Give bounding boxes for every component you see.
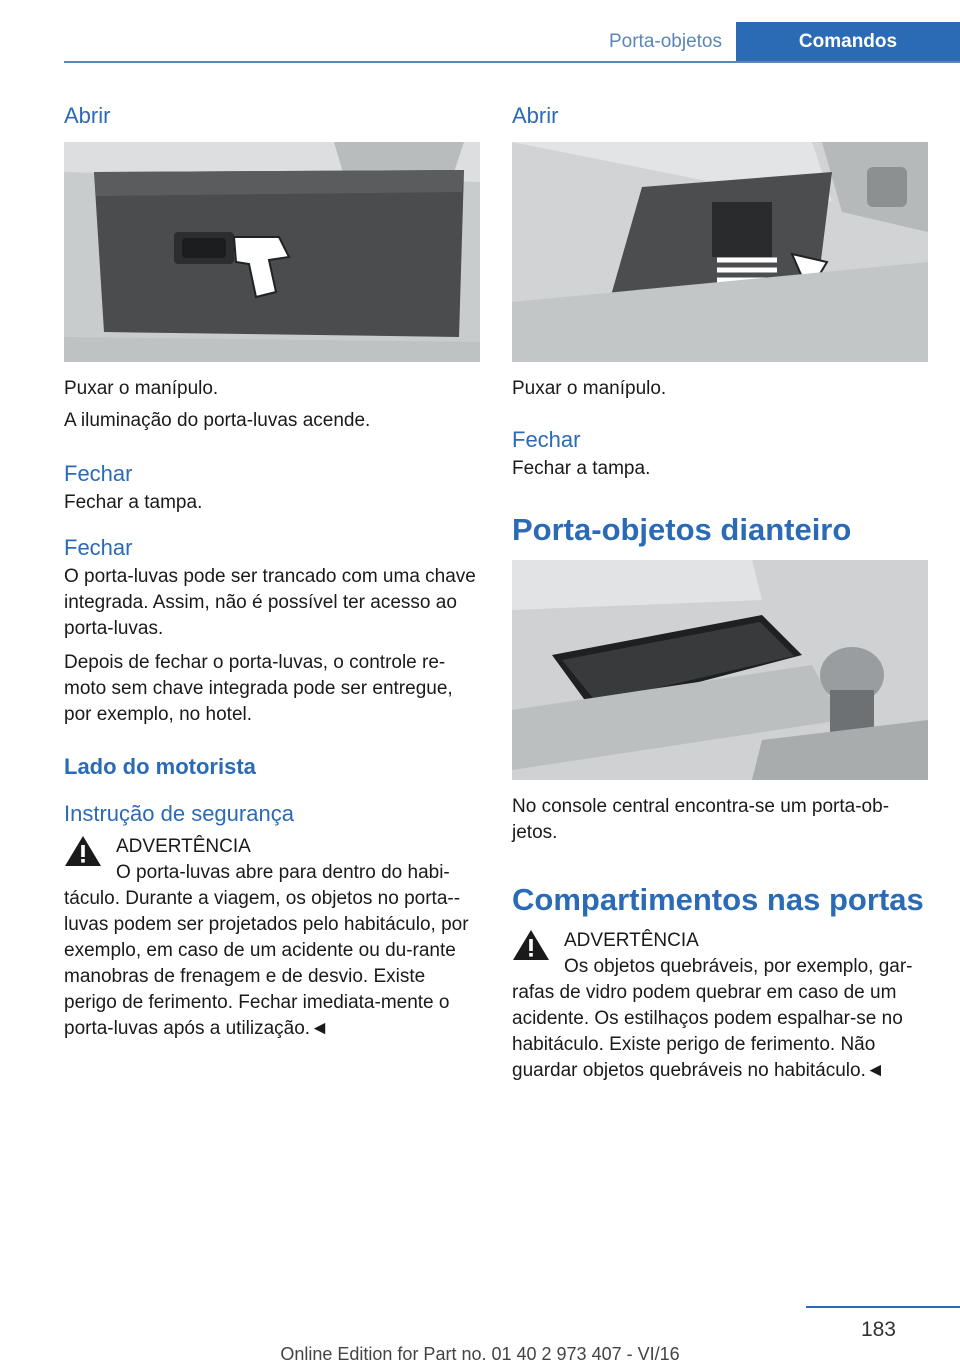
warning-first-line-left: O porta-luvas abre para dentro do habi- — [116, 862, 450, 883]
text-puxar-right: Puxar o manípulo. — [512, 378, 667, 399]
header-chapter-tab[interactable]: Comandos — [736, 22, 960, 62]
warning-label-right: ADVERTÊNCIA — [564, 930, 699, 951]
warning-box-right — [512, 928, 928, 1084]
text-depois: Depois de fechar o porta-luvas, o controle re-moto sem chave integrada pode ser entregue, por exemplo, no hotel. — [64, 652, 453, 725]
driver-compartment-image — [512, 142, 928, 362]
heading-porta-objetos-dianteiro: Porta-objetos dianteiro — [512, 512, 852, 547]
heading-compartimentos-portas: Compartimentos nas portas — [512, 882, 924, 917]
center-console-image — [512, 560, 928, 780]
text-console: No console central encontra-se um porta-ob-jetos. — [512, 796, 890, 843]
heading-lado-motorista: Lado do motorista — [64, 754, 256, 779]
text-fechar-1: Fechar a tampa. — [64, 492, 203, 513]
heading-abrir-right: Abrir — [512, 103, 559, 128]
warning-box-left — [64, 834, 480, 1042]
footer-rule — [806, 1306, 960, 1308]
page-header — [0, 0, 960, 62]
warning-label-left: ADVERTÊNCIA — [116, 836, 251, 857]
text-iluminacao: A iluminação do porta-luvas acende. — [64, 410, 371, 431]
footer-edition: Online Edition for Part no. 01 40 2 973 407 - VI/16 — [280, 1344, 680, 1364]
warning-text-left: táculo. Durante a viagem, os objetos no porta--luvas podem ser projetados pelo habitáculo, por exemplo, em caso de um acidente ou du-rante manobras de frenagem e de desvio. Existe perigo de ferimento. Fechar imediata-mente o porta-luvas após a utilização.◄ — [64, 888, 469, 1039]
heading-instrucao: Instrução de segurança — [64, 801, 294, 826]
header-section-title: Porta-objetos — [608, 31, 722, 52]
text-puxar-left: Puxar o manípulo. — [64, 378, 219, 399]
heading-fechar-1: Fechar — [64, 461, 133, 486]
warning-triangle-icon — [512, 928, 550, 962]
warning-text-right: rafas de vidro podem quebrar em caso de um acidente. Os estilhaços podem espalhar-se no habitáculo. Existe perigo de ferimento. Não guardar objetos quebráveis no habitáculo.◄ — [512, 982, 903, 1081]
page-number: 183 — [860, 1318, 896, 1341]
heading-fechar-2: Fechar — [64, 535, 133, 560]
glovebox-open-image — [64, 142, 480, 362]
heading-abrir-left: Abrir — [64, 103, 111, 128]
text-fechar-right: Fechar a tampa. — [512, 458, 651, 479]
header-rule — [64, 61, 960, 63]
left-column — [64, 100, 480, 1042]
right-column — [512, 100, 928, 1084]
warning-first-line-right: Os objetos quebráveis, por exemplo, gar- — [564, 956, 913, 977]
warning-triangle-icon — [64, 834, 102, 868]
text-trancar: O porta-luvas pode ser trancado com uma chave integrada. Assim, não é possível ter acesso ao porta-luvas. — [64, 566, 476, 639]
heading-fechar-right: Fechar — [512, 427, 581, 452]
